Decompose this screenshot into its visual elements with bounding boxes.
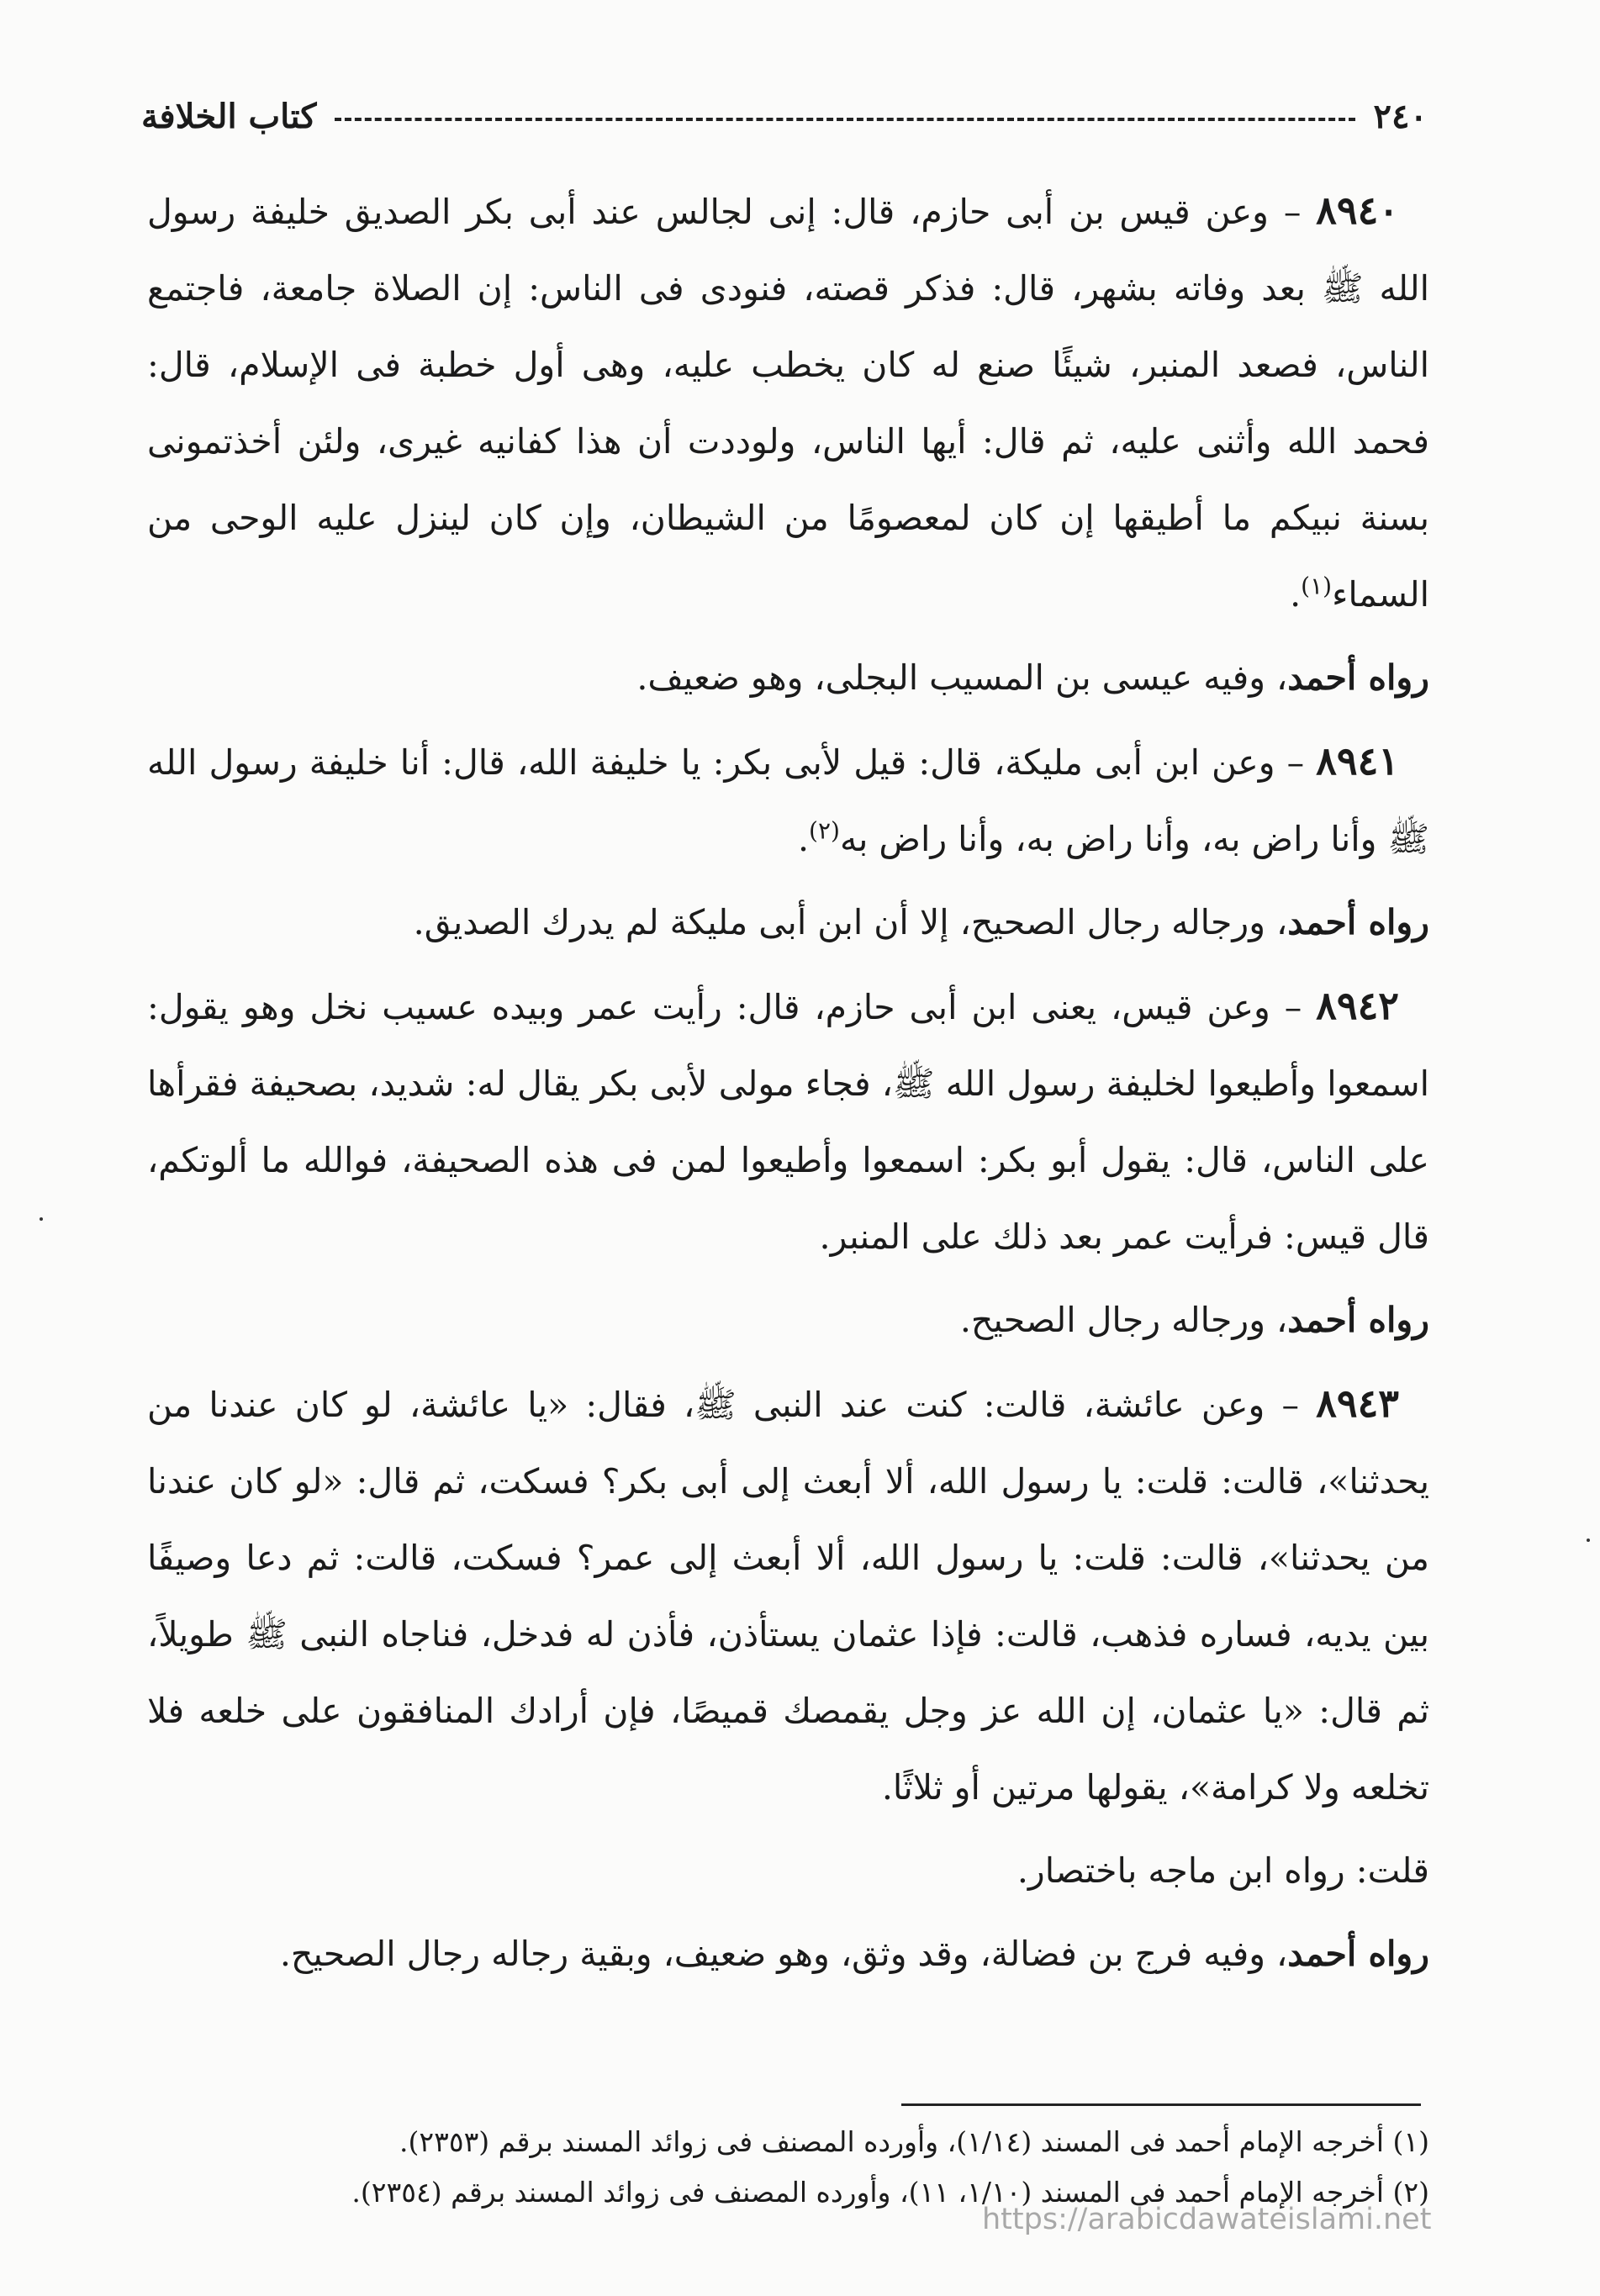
hadith-8942 xyxy=(147,968,1429,1275)
book-title: كتاب الخلافة xyxy=(141,96,317,136)
scan-speck xyxy=(40,1217,43,1221)
narration-source: رواه أحمد xyxy=(1287,657,1429,698)
hadith-8941 xyxy=(147,723,1429,878)
hadith-number: ٨٩٤٠ xyxy=(1316,187,1399,233)
narration-text: ، وفيه عيسى بن المسيب البجلى، وهو ضعيف. xyxy=(636,657,1288,698)
narration-note-8941 xyxy=(147,884,1429,961)
header-dashed-rule xyxy=(335,118,1354,121)
hadith-8940 xyxy=(147,172,1429,633)
narration-text: ، وفيه فرج بن فضالة، وقد وثق، وهو ضعيف، وبقية رجاله رجال الصحيح. xyxy=(279,1934,1288,1974)
narration-note-8942 xyxy=(147,1282,1429,1359)
narration-source: رواه أحمد xyxy=(1287,1934,1429,1974)
narration-source: رواه أحمد xyxy=(1287,902,1429,942)
page-number: ٢٤٠ xyxy=(1373,96,1428,136)
scan-speck xyxy=(1587,1539,1590,1542)
footnote-1: (١) أخرجه الإمام أحمد فى المسند (١/١٤)، وأورده المصنف فى زوائد المسند برقم (٢٣٥٣). xyxy=(399,2125,1429,2158)
footnote-ref[interactable]: (٢) xyxy=(809,816,840,845)
watermark-url: https://arabicdawateislami.net xyxy=(982,2203,1432,2236)
hadith-text: – وعن عائشة، قالت: كنت عند النبى ﷺ، فقال: «يا عائشة، لو كان عندنا من يحدثنا»، قالت: قلت: يا رسول الله، ألا أبعث إلى أبى بكر؟ فسكت، ثم قال: «لو كان عندنا من يحدثنا»، قالت: قلت: يا رسول الله، ألا أبعث إلى عمر؟ فسكت، قالت: ثم دعا وصيفًا بين يديه، فساره فذهب، قالت: فإذا عثمان يستأذن، فأذن له فدخل، فناجاه النبى ﷺ طويلاً، ثم قال: «يا عثمان، إن الله عز وجل يقمصك قميصًا، فإن أرادك المنافقون على خلعه فلا تخلعه ولا كرامة»، يقولها مرتين أو ثلاثًا. xyxy=(147,1385,1429,1808)
running-header xyxy=(141,91,1428,141)
footnote-ref[interactable]: (١) xyxy=(1301,572,1333,600)
hadith-end: . xyxy=(1290,574,1302,615)
narration-text: ، ورجاله رجال الصحيح. xyxy=(959,1300,1288,1340)
hadith-number: ٨٩٤١ xyxy=(1316,738,1399,784)
main-text xyxy=(147,172,1429,1999)
hadith-number: ٨٩٤٢ xyxy=(1316,983,1399,1028)
hadith-text: – وعن قيس بن أبى حازم، قال: إنى لجالس عند أبى بكر الصديق خليفة رسول الله ﷺ بعد وفاته بشهر، قال: فذكر قصته، فنودى فى الناس: إن الصلاة جامعة، فاجتمع الناس، فصعد المنبر، شيئًا صنع له كان يخطب عليه، وهى أول خطبة فى الإسلام، قال: فحمد الله وأثنى عليه، ثم قال: أيها الناس، ولوددت أن هذا كفانيه غيرى، ولئن أخذتمونى بسنة نبيكم ما أطيقها إن كان لمعصومًا من الشيطان، وإن كان لينزل عليه الوحى من السماء xyxy=(147,192,1429,615)
footnote-2: (٢) أخرجه الإمام أحمد فى المسند (١/١٠، ١١)، وأورده المصنف فى زوائد المسند برقم (٢٣٥٤). xyxy=(351,2176,1429,2209)
hadith-number: ٨٩٤٣ xyxy=(1316,1380,1399,1426)
hadith-text: – وعن ابن أبى مليكة، قال: قيل لأبى بكر: يا خليفة الله، قال: أنا خليفة رسول الله ﷺ وأنا راض به، وأنا راض به، وأنا راض به xyxy=(147,742,1429,859)
narration-note-8940 xyxy=(147,640,1429,716)
hadith-end: . xyxy=(798,819,810,859)
footnote-separator xyxy=(901,2103,1421,2106)
narration-source: رواه أحمد xyxy=(1287,1300,1429,1340)
hadith-text: – وعن قيس، يعنى ابن أبى حازم، قال: رأيت عمر وبيده عسيب نخل وهو يقول: اسمعوا وأطيعوا لخليفة رسول الله ﷺ، فجاء مولى لأبى بكر يقال له: شديد، بصحيفة فقرأها على الناس، قال: يقول أبو بكر: اسمعوا وأطيعوا لمن فى هذه الصحيفة، فوالله ما ألوتكم، قال قيس: فرأيت عمر بعد ذلك على المنبر. xyxy=(147,987,1429,1257)
narration-text: ، ورجاله رجال الصحيح، إلا أن ابن أبى مليكة لم يدرك الصديق. xyxy=(413,902,1288,942)
narration-note-8943 xyxy=(147,1916,1429,1993)
hadith-8943 xyxy=(147,1365,1429,1826)
author-note-8943: قلت: رواه ابن ماجه باختصار. xyxy=(1017,1850,1429,1891)
